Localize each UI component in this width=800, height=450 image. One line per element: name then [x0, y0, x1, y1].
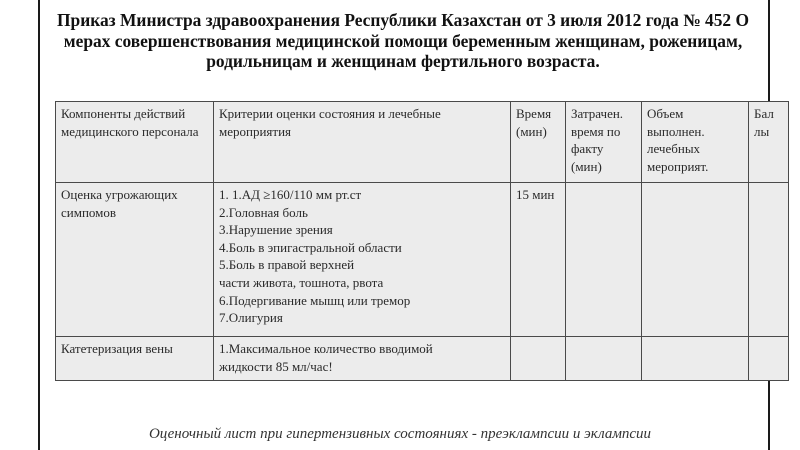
table-header-row [56, 102, 789, 183]
criteria-item: жидкости 85 мл/час! [219, 358, 333, 374]
row-spent-time [566, 337, 642, 381]
row-component: Катетеризация вены [56, 337, 214, 381]
header-score: Бал лы [749, 102, 789, 183]
row-criteria [214, 337, 511, 381]
header-volume: Объем выполнен. лечебных мероприят. [642, 102, 749, 183]
header-criteria: Критерии оценки состояния и лечебные мероприятия [214, 102, 511, 183]
criteria-item: 4.Боль в эпигастральной области [219, 239, 402, 255]
row-score [749, 183, 789, 337]
left-border-line [38, 0, 40, 450]
document-title: Приказ Министра здравоохранения Республики Казахстан от 3 июля 2012 года № 452 О мерах совершенствования медицинской помощи беременным женщинам, роженицам, родильницам и женщинам фертильного возраста. [57, 10, 749, 71]
row-criteria [214, 183, 511, 337]
row-score [749, 337, 789, 381]
caption: Оценочный лист при гипертензивных состояниях - преэклампсии и эклампсии [148, 426, 652, 442]
criteria-item: 1.Максимальное количество вводимой [219, 341, 433, 356]
criteria-item: 6.Подергивание мышц или тремор [219, 292, 411, 308]
row-component: Оценка угрожающих симпомов [56, 183, 214, 337]
criteria-item: 1. 1.АД ≥160/110 мм рт.ст [219, 187, 362, 202]
row-time: 15 мин [511, 183, 566, 337]
row-spent-time [566, 183, 642, 337]
row-time [511, 337, 566, 381]
header-spent-time: Затрачен. время по факту (мин) [566, 102, 642, 183]
criteria-item: 5.Боль в правой верхней [219, 257, 355, 273]
table-row [56, 337, 789, 381]
header-components: Компоненты действий медицинского персонала [56, 102, 214, 183]
row-volume [642, 183, 749, 337]
header-time: Время (мин) [511, 102, 566, 183]
criteria-item: 7.Олигурия [219, 310, 283, 326]
evaluation-table [55, 101, 789, 381]
criteria-item: 2.Головная боль [219, 204, 308, 220]
criteria-item: части живота, тошнота, рвота [219, 274, 384, 290]
criteria-item: 3.Нарушение зрения [219, 222, 333, 238]
row-volume [642, 337, 749, 381]
table-row [56, 183, 789, 337]
